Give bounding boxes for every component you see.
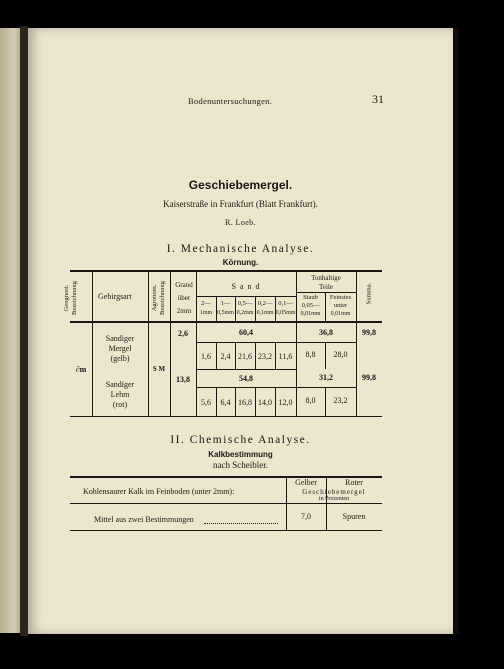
chemical-section-title: II. Chemische Analyse. [170, 434, 311, 446]
header-feinstes-1: Feinstes [329, 294, 352, 301]
row1-staub: 8,8 [305, 350, 316, 359]
col-unit: in Prozenten [318, 496, 350, 502]
row1-feinstes: 28,0 [333, 350, 348, 359]
header-summa: Summa. [365, 282, 373, 305]
row2-label: Mittel aus zwei Bestimmungen [94, 515, 194, 524]
header-gebirgsart: Gebirgsart [98, 292, 132, 301]
row2-feinstes: 23,2 [333, 396, 348, 405]
mechanical-section-title: I. Mechanische Analyse. [166, 243, 315, 255]
row1-sand-3: 21,6 [238, 352, 252, 361]
header-sand-col-5-bottom: 0,05mm [275, 310, 296, 316]
col-roter: Roter [345, 478, 363, 487]
header-grand-2: über [177, 294, 191, 302]
book-page [28, 28, 453, 634]
mechanical-subtitle: Körnung. [222, 258, 259, 267]
row2-gebirgsart-2: Lehm [110, 390, 130, 399]
header-sand-col-4-bottom: 0,1mm [256, 310, 274, 316]
row1-sand-4: 23,2 [258, 352, 272, 361]
header-staub-1: Staub [303, 294, 318, 301]
author-line: R. Loeb. [225, 218, 256, 227]
row1-sand-2: 2,4 [220, 352, 231, 361]
row2-sand-4: 14,0 [258, 398, 272, 407]
row1-sand-5: 11,6 [278, 352, 293, 361]
header-sand: S a n d [231, 282, 261, 291]
running-header: Bodenuntersuchungen. [188, 96, 273, 106]
row1-sand-1: 1,6 [201, 352, 211, 361]
row1-gebirgsart-1: Sandiger [105, 334, 135, 343]
row2-summa: 99,8 [362, 373, 376, 382]
header-sand-col-1-bottom: 1mm [199, 310, 213, 316]
header-sand-col-3-top: 0,5— [237, 300, 253, 307]
row1-ton-total: 36,8 [319, 328, 333, 337]
header-feinstes-2: unter [333, 302, 348, 309]
right-page-edge [453, 28, 459, 634]
header-sand-col-5-top: 0,1— [278, 300, 293, 307]
row2-sand-5: 12,0 [278, 398, 293, 407]
book-gutter [20, 26, 28, 636]
header-sand-col-2-bottom: 0,5mm [217, 310, 234, 316]
location-line: Kaiserstraße in Frankfurt (Blatt Frankfurt). [163, 199, 318, 209]
row1-sand-total: 60,4 [239, 328, 253, 337]
header-grand-1: Grand [175, 281, 193, 289]
row2-gelber: 7,0 [301, 512, 311, 521]
header-tonhaltige-1: Tonhaltige [311, 274, 341, 282]
header-sand-col-1-top: 2— [201, 300, 211, 307]
row2-grand: 13,8 [176, 375, 190, 384]
page-number: 31 [372, 92, 384, 106]
row2-ton-total: 31,2 [319, 373, 333, 382]
row2-gebirgsart-3: (rot) [112, 400, 128, 409]
header-sand-col-3-bottom: 0,2mm [236, 310, 254, 316]
col-group: Geschiebemergel [302, 488, 366, 496]
row2-roter: Spuren [342, 512, 366, 521]
row2-sand-total: 54,8 [239, 374, 253, 383]
row2-sand-1: 5,6 [201, 398, 211, 407]
header-staub-3: 0,01mm [300, 311, 321, 317]
row2-staub: 8,0 [305, 396, 316, 405]
row2-sand-3: 16,8 [238, 398, 252, 407]
header-grand-3: 2mm [176, 307, 192, 315]
row1-gebirgsart-2: Mergel [108, 344, 132, 353]
col-gelber: Gelber [295, 478, 317, 487]
chemical-method: nach Scheibler. [213, 460, 268, 470]
header-feinstes-3: 0,01mm [330, 311, 351, 317]
header-tonhaltige-2: Teile [319, 283, 333, 291]
geognost-value: ∂m [75, 365, 87, 374]
row2-sand-2: 6,4 [220, 398, 231, 407]
row1-summa: 99,8 [362, 328, 376, 337]
header-sand-col-4-top: 0,2— [257, 300, 273, 307]
header-staub-2: 0,05— [301, 302, 320, 309]
page-title: Geschiebemergel. [188, 178, 293, 192]
row1-grand: 2,6 [178, 329, 188, 338]
agronom-value: S M [152, 365, 166, 373]
row1-label: Kohlensaurer Kalk im Feinboden (unter 2mm): [83, 487, 235, 496]
dot-leader [204, 523, 278, 524]
row1-gebirgsart-3: (gelb) [110, 354, 130, 363]
header-sand-col-2-top: 1— [220, 300, 231, 307]
header-agronom: Agronom. Bezeichnung [151, 281, 166, 315]
chemical-subtitle: Kalkbestimmung [208, 450, 273, 459]
header-geognost: Geognost. Bezeichnung [63, 281, 78, 315]
row2-gebirgsart-1: Sandiger [105, 380, 135, 389]
